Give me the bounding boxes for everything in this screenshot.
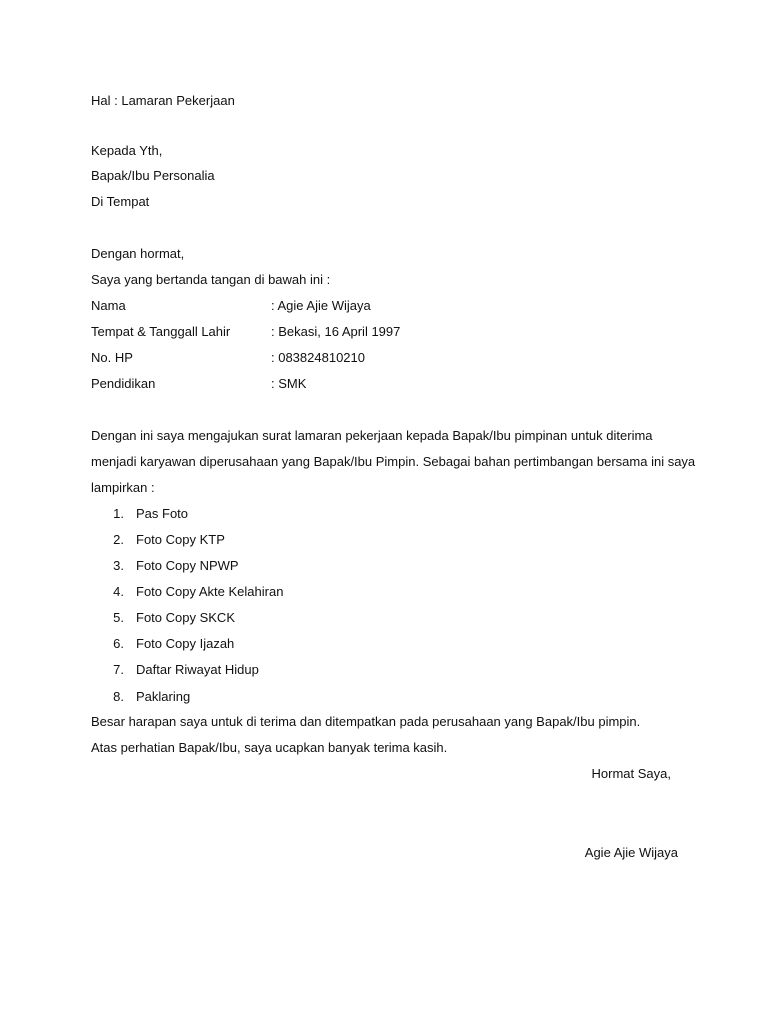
signature-name: Agie Ajie Wijaya [584, 845, 678, 860]
recipient-line-2: Bapak/Ibu Personalia [91, 168, 215, 183]
attachment-item: Foto Copy Ijazah [136, 636, 235, 651]
attachment-item: Foto Copy SKCK [136, 610, 235, 625]
body-line-2: menjadi karyawan diperusahaan yang Bapak/Ibu Pimpin. Sebagai bahan pertimbangan bersama ini saya [91, 454, 696, 469]
recipient-line-3: Di Tempat [91, 194, 150, 209]
attachment-number: 6. [113, 636, 124, 651]
attachment-number: 8. [113, 689, 124, 704]
attachment-item: Daftar Riwayat Hidup [136, 662, 259, 677]
detail-label-phone: No. HP [91, 350, 133, 365]
detail-label-birth: Tempat & Tanggall Lahir [91, 324, 231, 339]
subject-line: Hal : Lamaran Pekerjaan [91, 93, 235, 108]
attachment-item: Foto Copy KTP [136, 532, 225, 547]
detail-value-name: : Agie Ajie Wijaya [271, 298, 371, 313]
attachment-item: Foto Copy NPWP [136, 558, 239, 573]
detail-value-phone: : 083824810210 [271, 350, 365, 365]
attachment-number: 1. [113, 506, 124, 521]
attachment-item: Foto Copy Akte Kelahiran [136, 584, 284, 599]
intro-line: Saya yang bertanda tangan di bawah ini : [91, 272, 331, 287]
recipient-line-1: Kepada Yth, [91, 143, 163, 158]
body-line-1: Dengan ini saya mengajukan surat lamaran pekerjaan kepada Bapak/Ibu pimpinan untuk diterima [91, 428, 653, 443]
attachment-number: 4. [113, 584, 124, 599]
body-line-3: lampirkan : [91, 480, 155, 495]
closing-line-2: Atas perhatian Bapak/Ibu, saya ucapkan banyak terima kasih. [91, 740, 448, 755]
attachment-item: Paklaring [136, 689, 191, 704]
greeting: Dengan hormat, [91, 246, 185, 261]
attachment-number: 3. [113, 558, 124, 573]
detail-value-education: : SMK [271, 376, 307, 391]
attachment-number: 2. [113, 532, 124, 547]
attachment-number: 5. [113, 610, 124, 625]
signoff: Hormat Saya, [591, 766, 671, 781]
detail-label-education: Pendidikan [91, 376, 156, 391]
detail-value-birth: : Bekasi, 16 April 1997 [271, 324, 401, 339]
detail-label-name: Nama [91, 298, 126, 313]
closing-line-1: Besar harapan saya untuk di terima dan ditempatkan pada perusahaan yang Bapak/Ibu pimpin. [91, 714, 641, 729]
attachment-number: 7. [113, 662, 124, 677]
attachment-item: Pas Foto [136, 506, 189, 521]
